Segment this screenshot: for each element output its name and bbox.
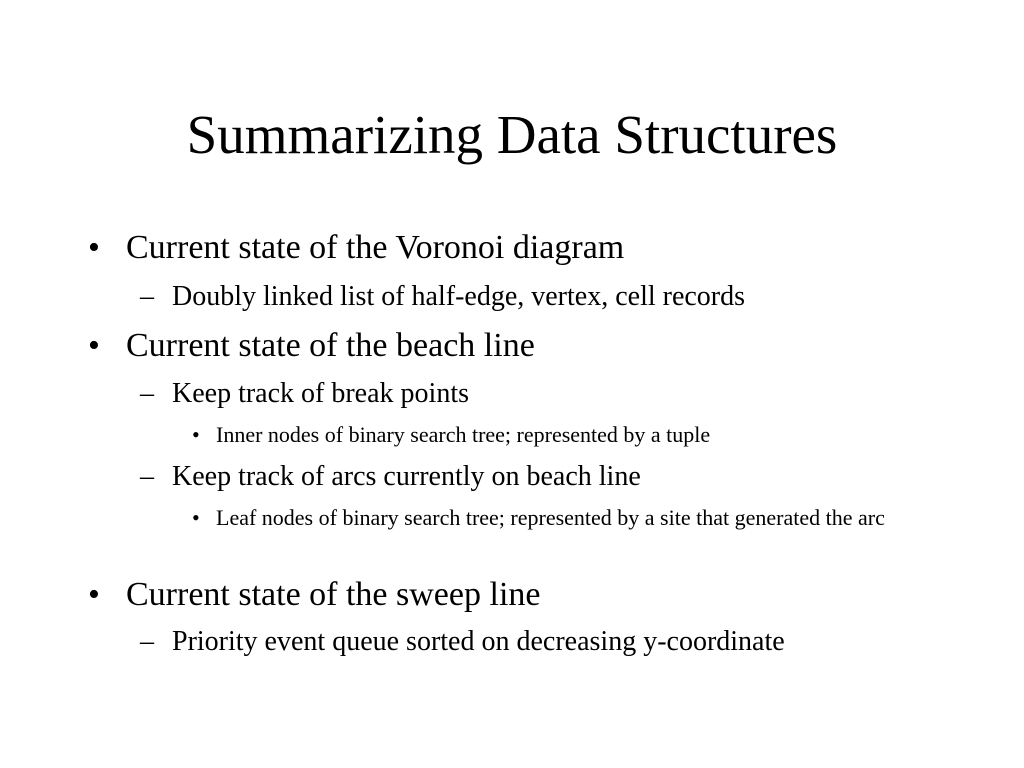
- dash-marker: –: [140, 461, 154, 492]
- bullet-marker: •: [88, 327, 100, 364]
- bullet-text: Keep track of arcs currently on beach line: [172, 461, 641, 492]
- bullet-text: Priority event queue sorted on decreasing y-coordinate: [172, 626, 785, 657]
- slide-title: Summarizing Data Structures: [186, 104, 838, 165]
- bullet-text: Inner nodes of binary search tree; represented by a tuple: [216, 422, 711, 447]
- bullet-text: Current state of the sweep line: [126, 576, 541, 613]
- bullet-text: Doubly linked list of half-edge, vertex, cell records: [172, 281, 746, 312]
- bullet-marker: •: [192, 505, 200, 530]
- bullet-marker: •: [88, 229, 100, 266]
- bullet-text: Current state of the Voronoi diagram: [126, 229, 625, 266]
- bullet-text: Keep track of break points: [172, 378, 469, 409]
- dash-marker: –: [140, 626, 154, 657]
- dash-marker: –: [140, 378, 154, 409]
- bullet-text: Current state of the beach line: [126, 327, 535, 364]
- bullet-text: Leaf nodes of binary search tree; represented by a site that generated the arc: [216, 505, 885, 530]
- bullet-marker: •: [192, 422, 200, 447]
- bullet-marker: •: [88, 576, 100, 613]
- dash-marker: –: [140, 281, 154, 312]
